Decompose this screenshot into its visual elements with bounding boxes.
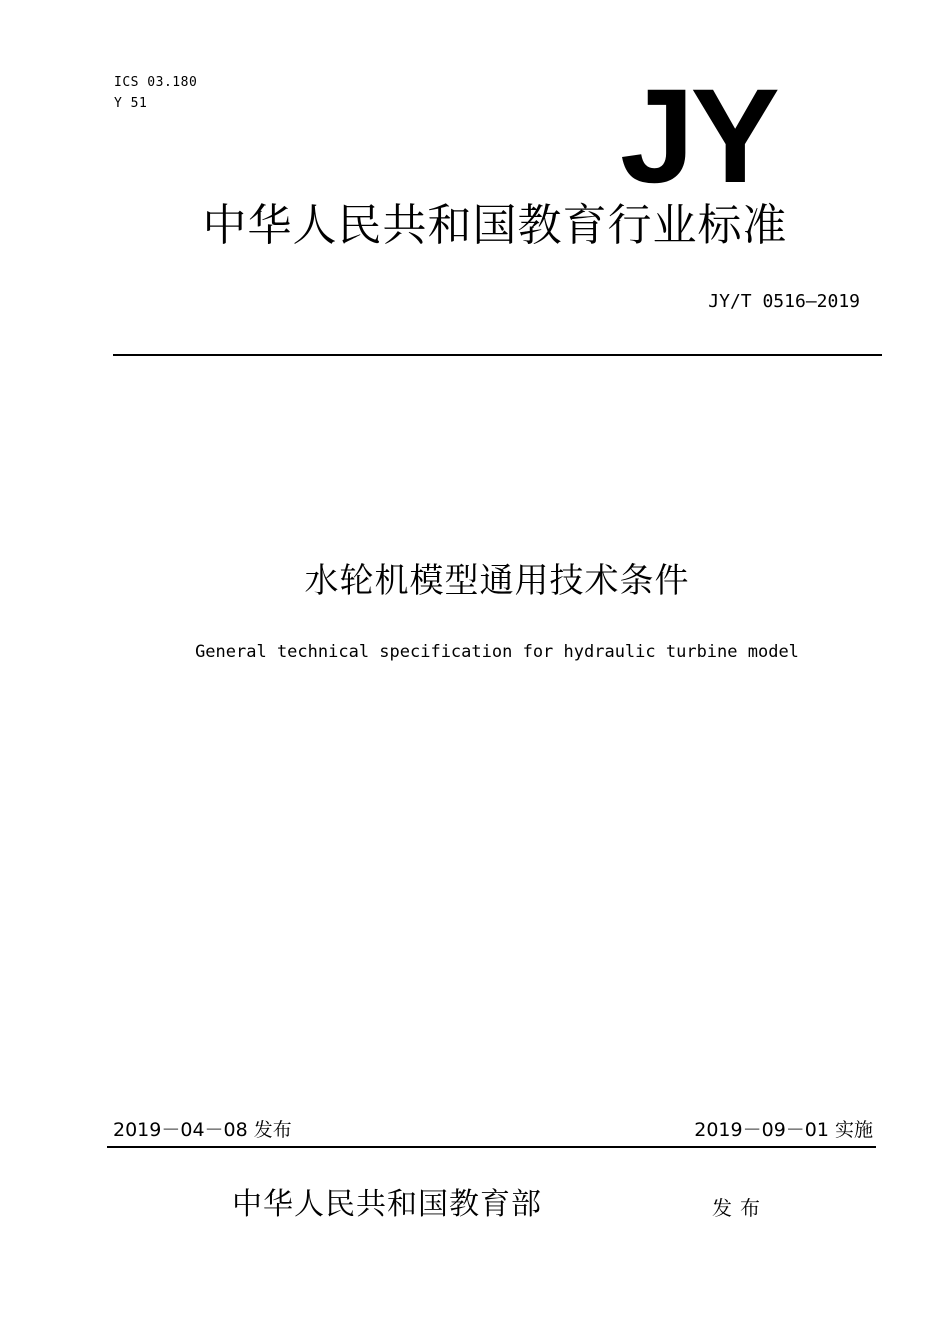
publish-label: 发布 (712, 1196, 768, 1220)
top-divider (113, 354, 882, 356)
standard-category-title: 中华人民共和国教育行业标准 (202, 200, 788, 251)
ccs-code: Y 51 (114, 96, 148, 111)
bottom-divider (107, 1146, 876, 1148)
document-title-english: General technical specification for hydraulic turbine model (195, 642, 799, 662)
standard-logo: JY (620, 62, 776, 211)
ics-code: ICS 03.180 (114, 75, 198, 90)
standard-number: JY/T 0516—2019 (708, 291, 860, 312)
issue-date: 2019－04－08 发布 (113, 1119, 292, 1141)
issuing-authority: 中华人民共和国教育部 (232, 1187, 542, 1222)
document-title-chinese: 水轮机模型通用技术条件 (304, 561, 690, 601)
implementation-date: 2019－09－01 实施 (694, 1119, 873, 1141)
